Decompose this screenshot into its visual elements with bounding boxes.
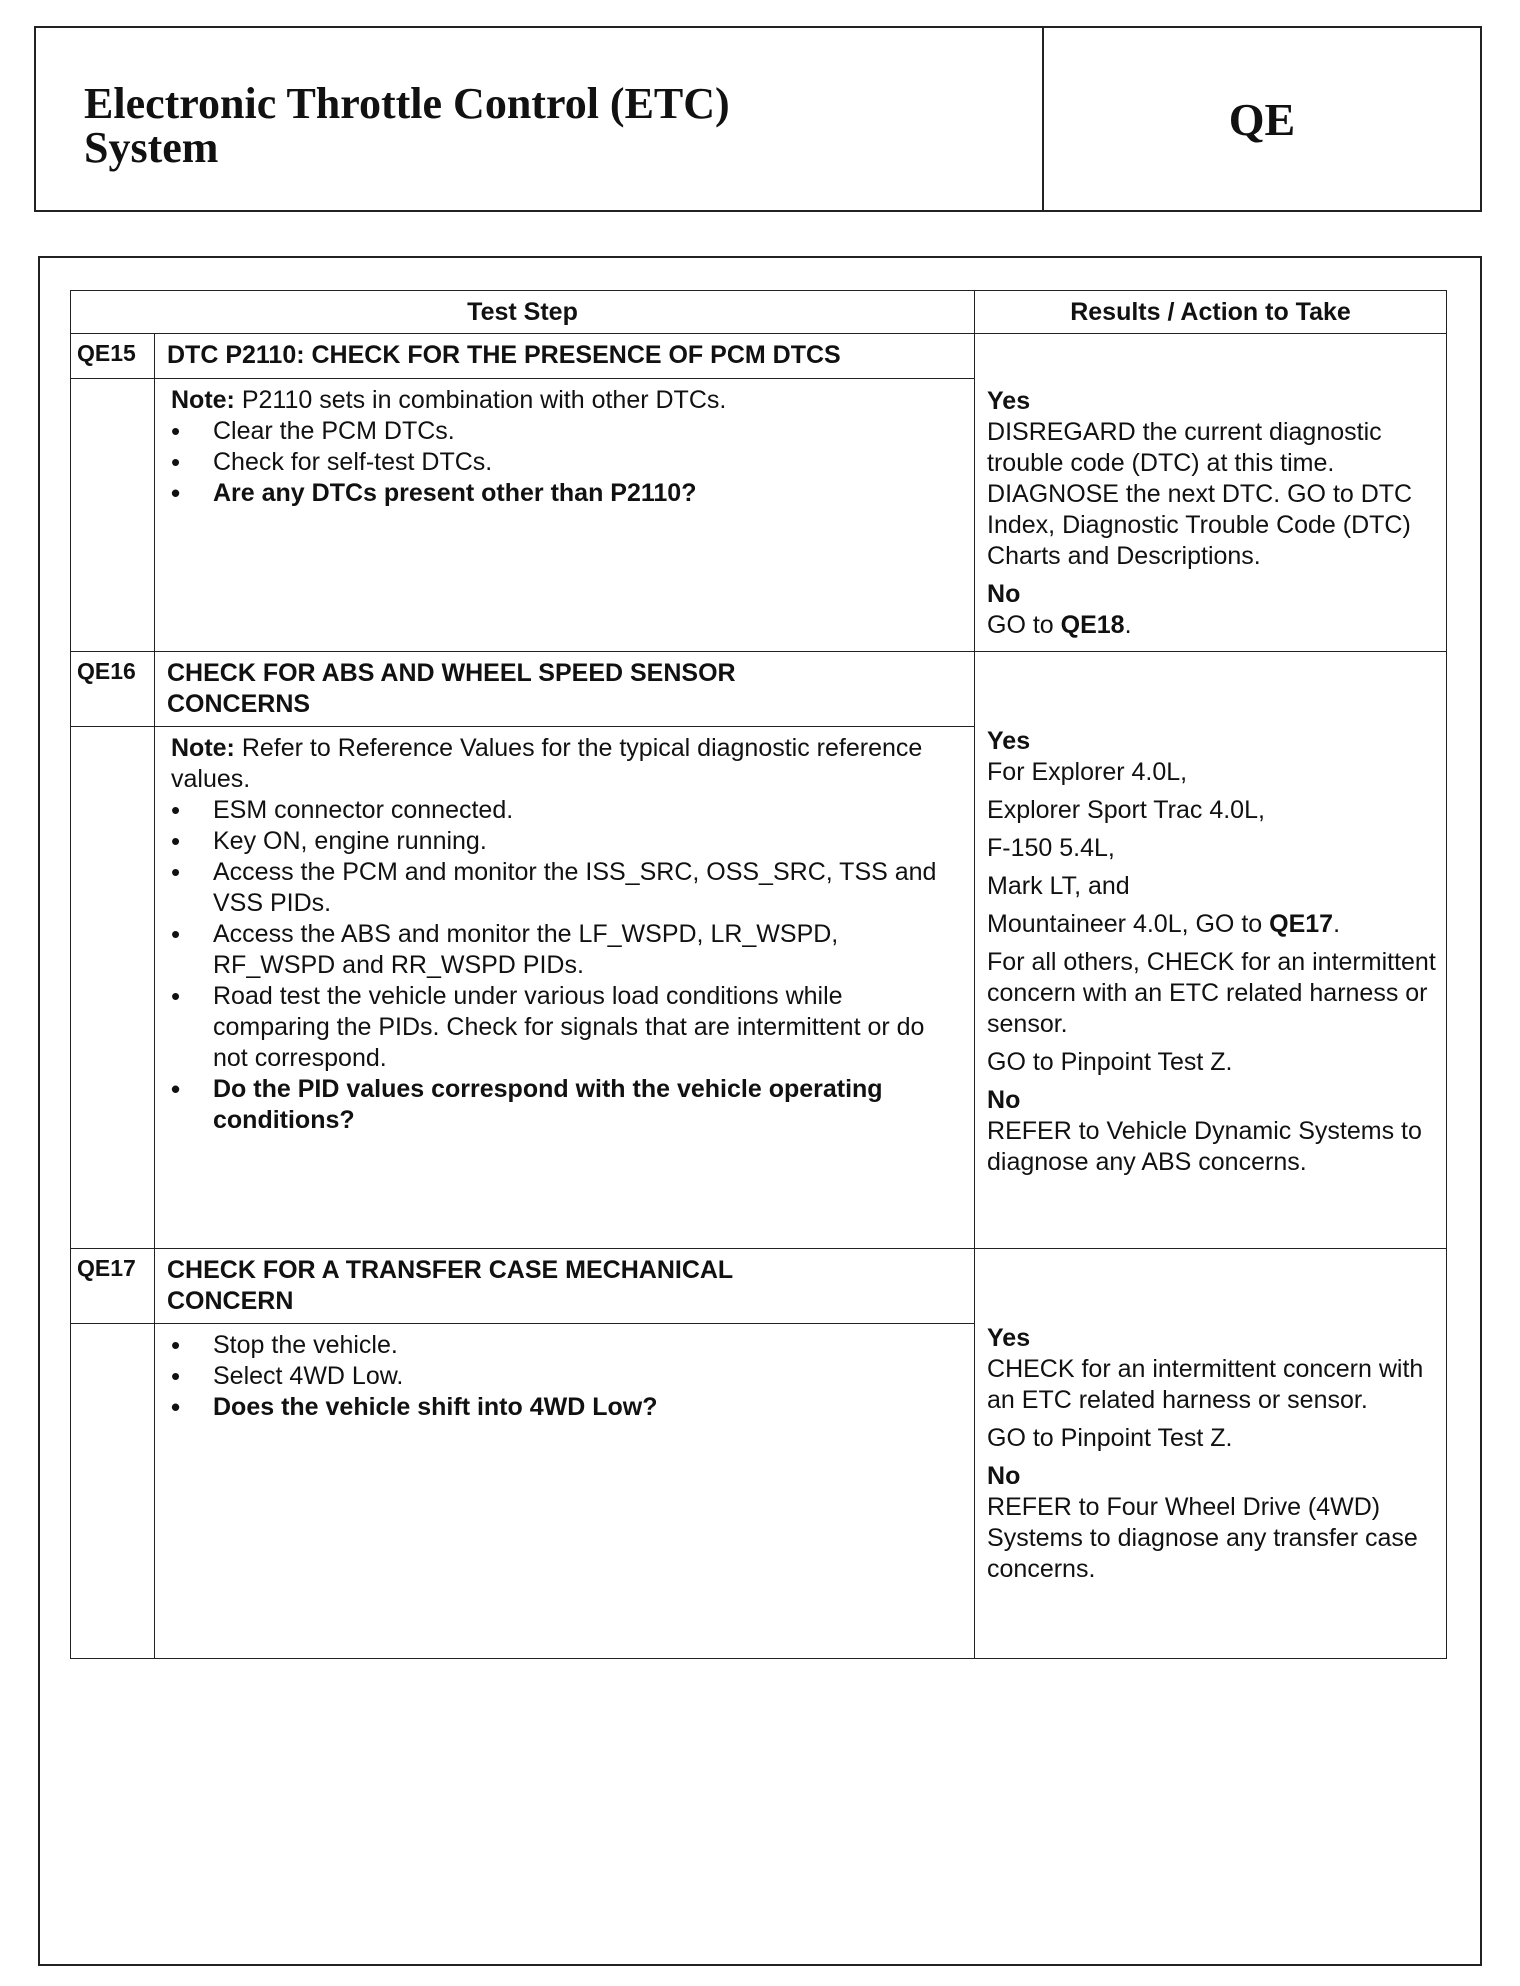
step-title-row [71,334,1447,379]
step-id-spacer [71,1324,155,1659]
title-line-1: Electronic Throttle Control (ETC) [84,79,730,128]
list-item: • Clear the PCM DTCs. [171,416,962,447]
step-title [155,1249,975,1324]
step-question: • Are any DTCs present other than P2110? [171,478,962,509]
step-title-row [71,652,1447,727]
column-header-results: Results / Action to Take [975,291,1447,334]
yes-step-ref: QE17 [1269,910,1334,938]
list-item: • Check for self-test DTCs. [171,447,962,478]
step-title-line-1: CHECK FOR ABS AND WHEEL SPEED SENSOR [167,659,736,687]
yes-text: CHECK for an intermittent concern with an ETC related harness or sensor. [987,1355,1424,1414]
step-results [975,652,1447,1249]
yes-other-text: For all others, CHECK for an intermittent concern with an ETC related harness or sensor. [987,948,1436,1038]
step-id: QE17 [71,1249,155,1324]
yes-label: Yes [987,387,1031,415]
step-question: • Does the vehicle shift into 4WD Low? [171,1392,962,1423]
no-step-ref: QE18 [1060,611,1125,639]
yes-label: Yes [987,727,1031,755]
step-results [975,1249,1447,1659]
yes-vehicle-1: For Explorer 4.0L, [987,758,1188,786]
diagnostic-table [70,290,1447,1659]
step-id-spacer [71,727,155,1249]
list-item: • Select 4WD Low. [171,1361,962,1392]
page-title [36,28,1044,210]
note-text: P2110 sets in combination with other DTCs. [234,385,727,414]
step-results [975,334,1447,652]
step-title-row [71,1249,1447,1324]
step-title-line-1: CHECK FOR A TRANSFER CASE MECHANICAL [167,1256,734,1284]
step-id: QE15 [71,334,155,379]
list-item: • Road test the vehicle under various load conditions while comparing the PIDs. Check for signals that are intermittent or do not correspond. [171,981,962,1074]
list-item: • ESM connector connected. [171,795,962,826]
step-body [155,727,975,1249]
yes-vehicle-3: F-150 5.4L, [987,834,1115,862]
list-item: • Stop the vehicle. [171,1330,962,1361]
note-label: Note: [171,734,235,762]
column-header-test-step: Test Step [71,291,975,334]
yes-goto: GO to Pinpoint Test Z. [987,1424,1233,1452]
no-label: No [987,1462,1021,1490]
no-text: GO to QE18. [987,611,1132,639]
step-bullets [171,795,962,1136]
step-title [155,652,975,727]
yes-vehicle-5-text: Mountaineer 4.0L, GO to [987,910,1270,938]
title-line-2: System [84,123,219,172]
step-title-line-2: CONCERN [167,1287,294,1315]
step-question: • Do the PID values correspond with the vehicle operating conditions? [171,1074,962,1136]
yes-vehicle-2: Explorer Sport Trac 4.0L, [987,796,1265,824]
yes-label: Yes [987,1324,1031,1352]
no-text: REFER to Four Wheel Drive (4WD) Systems to diagnose any transfer case concerns. [987,1493,1418,1583]
section-code: QE [1228,93,1296,145]
list-item: • Access the ABS and monitor the LF_WSPD, LR_WSPD, RF_WSPD and RR_WSPD PIDs. [171,919,962,981]
no-label: No [987,1086,1021,1114]
note-text: Refer to Reference Values for the typical diagnostic reference values. [171,734,923,793]
yes-goto: GO to Pinpoint Test Z. [987,1048,1233,1076]
list-item: • Access the PCM and monitor the ISS_SRC, OSS_SRC, TSS and VSS PIDs. [171,857,962,919]
step-note [171,733,962,795]
step-title-line-2: CONCERNS [167,690,311,718]
table-header-row [71,291,1447,334]
page-header [34,26,1482,212]
list-item: • Key ON, engine running. [171,826,962,857]
no-label: No [987,580,1021,608]
yes-vehicle-5: Mountaineer 4.0L, GO to QE17. [987,910,1341,938]
step-id-spacer [71,378,155,651]
no-text-prefix: GO to [987,611,1061,639]
step-id: QE16 [71,652,155,727]
step-title: DTC P2110: CHECK FOR THE PRESENCE OF PCM DTCS [155,334,975,379]
yes-text: DISREGARD the current diagnostic trouble code (DTC) at this time. DIAGNOSE the next DTC. GO to DTC Index, Diagnostic Trouble Code (DTC) Charts and Descriptions. [987,418,1413,570]
step-body [155,378,975,651]
step-bullets [171,416,962,509]
yes-vehicle-4: Mark LT, and [987,872,1130,900]
step-body [155,1324,975,1659]
step-note [171,385,962,416]
no-text: REFER to Vehicle Dynamic Systems to diagnose any ABS concerns. [987,1117,1422,1176]
step-bullets [171,1330,962,1423]
note-label: Note: [171,385,235,414]
